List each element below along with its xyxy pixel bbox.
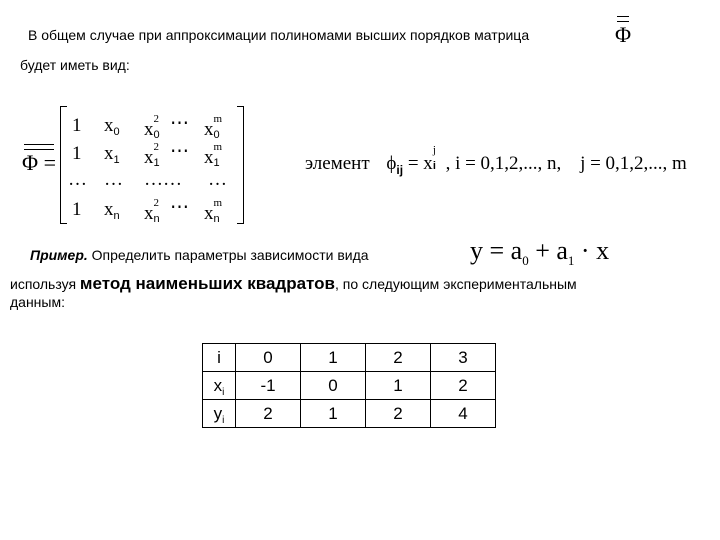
matrix-cell [204, 197, 224, 225]
matrix-sup: m [213, 197, 223, 209]
table-cell: 3 [431, 344, 496, 372]
element-sup: j [432, 144, 436, 156]
matrix-cell [104, 144, 120, 166]
matrix-right-bracket [237, 106, 244, 224]
formula-sub1: 1 [567, 253, 575, 268]
matrix-cell [144, 197, 164, 225]
table-row-label [203, 400, 236, 428]
matrix-cell [144, 113, 164, 141]
row-label-text: x [213, 375, 223, 395]
intro-line-1: В общем случае при аппроксимации полиномами высших порядков матрица [28, 27, 530, 43]
matrix-cell [204, 141, 224, 169]
matrix-cell: … [208, 169, 227, 190]
matrix-left-bracket [60, 106, 67, 224]
table-cell: 1 [301, 400, 366, 428]
table-row-label [203, 372, 236, 400]
row-label-sub: i [222, 386, 225, 398]
element-word: элемент [305, 153, 370, 174]
element-formula [305, 144, 687, 177]
matrix-cell-x: x [204, 119, 214, 140]
matrix-cell-x: x [104, 115, 114, 136]
matrix-cell: 1 [72, 115, 82, 136]
table-row [203, 344, 496, 372]
formula-plus: + a [535, 236, 568, 265]
matrix-cell-x: x [104, 143, 114, 164]
matrix-sup: m [213, 141, 223, 153]
matrix-sup: 2 [153, 141, 159, 153]
example-method: метод наименьших квадратов [79, 274, 335, 293]
table-cell: 2 [366, 400, 431, 428]
matrix-sup: 2 [153, 113, 159, 125]
table-cell: 2 [236, 400, 301, 428]
matrix-cell: 1 [72, 143, 82, 164]
formula-tail: · x [580, 236, 610, 265]
row-label-text: i [217, 347, 221, 367]
matrix-sub: 1 [113, 154, 120, 166]
matrix-cell: …… [144, 169, 182, 190]
matrix-cell: … [104, 169, 123, 190]
matrix-sub: 1 [153, 157, 160, 169]
element-ij: ij [396, 163, 404, 177]
matrix-sub: n [213, 213, 220, 225]
matrix-sub: 0 [153, 129, 160, 141]
phi-matrix-symbol [615, 22, 631, 48]
example-rest: , по следующим экспериментальным [334, 276, 577, 292]
matrix-cell: ⋯ [170, 113, 189, 134]
matrix-cell: … [68, 169, 87, 190]
matrix-phi [60, 106, 244, 224]
row-label-text: y [213, 403, 223, 423]
element-sub: i [432, 160, 436, 172]
matrix-sub: 0 [113, 126, 120, 138]
table-cell: -1 [236, 372, 301, 400]
table-cell: 2 [431, 372, 496, 400]
table-cell: 1 [301, 344, 366, 372]
matrix-cell-x: x [204, 203, 214, 224]
matrix-cell [144, 141, 164, 169]
matrix-sub: n [113, 210, 120, 222]
example-formula [470, 236, 609, 266]
example-line [30, 247, 369, 263]
matrix-sub: n [153, 213, 160, 225]
matrix-cell-x: x [204, 147, 214, 168]
phi-letter: Φ [615, 22, 632, 47]
matrix-cell [104, 200, 120, 222]
table-row [203, 372, 496, 400]
example-line-3: данным: [10, 294, 65, 310]
row-label-sub: i [222, 414, 225, 426]
table-cell: 2 [366, 344, 431, 372]
example-using: используя [10, 276, 77, 292]
element-j-range: j = 0,1,2,..., m [580, 153, 687, 174]
matrix-cell: 1 [72, 199, 82, 220]
matrix-sub: 1 [213, 157, 220, 169]
matrix-cell-x: x [144, 119, 154, 140]
matrix-cell-x: x [144, 147, 154, 168]
matrix-sup: m [213, 113, 223, 125]
matrix-cell-x: x [104, 199, 114, 220]
table-cell: 1 [366, 372, 431, 400]
matrix-sup: 2 [153, 197, 159, 209]
matrix-cell-x: x [144, 203, 154, 224]
example-line-2 [10, 274, 577, 294]
formula-y: y = a [470, 236, 523, 265]
table-row-label [203, 344, 236, 372]
matrix-sub: 0 [213, 129, 220, 141]
element-eq: = x [407, 153, 433, 174]
table-cell: 0 [301, 372, 366, 400]
matrix-lhs [22, 150, 56, 176]
table-cell: 0 [236, 344, 301, 372]
element-i-range: , i = 0,1,2,..., n, [445, 153, 562, 174]
matrix-cell: ⋯ [170, 141, 189, 162]
experiment-data-table [202, 343, 496, 428]
matrix-lhs-text: Φ = [22, 150, 56, 175]
intro-line-2: будет иметь вид: [20, 57, 130, 73]
example-label: Пример. [30, 247, 88, 263]
matrix-cell: ⋯ [170, 197, 189, 218]
element-phi: ϕ [386, 153, 397, 174]
formula-sub0: 0 [522, 253, 529, 268]
matrix-cell [204, 113, 224, 141]
matrix-cell [104, 116, 120, 138]
example-text: Определить параметры зависимости вида [91, 247, 369, 263]
table-row [203, 400, 496, 428]
table-cell: 4 [431, 400, 496, 428]
